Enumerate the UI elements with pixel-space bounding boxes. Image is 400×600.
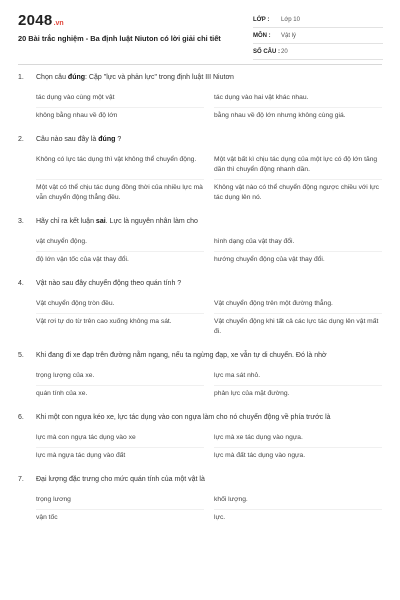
stem-text: : Cặp "lực và phản lực" trong định luật III Niutơn — [85, 74, 234, 81]
stem-text: Khi đang đi xe đạp trên đường nằm ngang, nếu ta ngừng đạp, xe vẫn tự di chuyển. Đó là nhờ — [36, 352, 327, 359]
answer-option[interactable]: độ lớn vận tốc của vật thay đổi. — [36, 256, 129, 263]
answer-options — [36, 152, 382, 207]
question-stem — [36, 351, 327, 361]
question-number: 4. — [18, 280, 24, 287]
answer-option[interactable]: bằng nhau về độ lớn nhưng không cùng giá. — [214, 112, 346, 119]
answer-option[interactable]: phản lực của mặt đường. — [214, 390, 290, 397]
question — [18, 413, 382, 465]
document-title: 20 Bài trắc nghiệm - Ba định luật Niuton có lời giải chi tiết — [18, 34, 221, 43]
question-stem — [36, 73, 234, 83]
answer-options — [36, 492, 382, 527]
answer-option[interactable]: quán tính của xe. — [36, 390, 88, 397]
question-stem — [36, 413, 331, 423]
answer-option[interactable]: lực mà đất tác dụng vào ngựa. — [214, 452, 306, 459]
question — [18, 351, 382, 403]
answer-option[interactable]: không bằng nhau về độ lớn — [36, 112, 118, 119]
question-stem — [36, 279, 181, 289]
header-divider — [18, 64, 382, 65]
answer-options — [36, 90, 382, 125]
question — [18, 279, 382, 341]
answer-option[interactable]: hình dạng của vật thay đổi. — [214, 234, 382, 252]
site-logo[interactable] — [18, 12, 64, 29]
stem-text: Đại lượng đặc trưng cho mức quán tính của một vật là — [36, 476, 205, 483]
stem-text: . Lực là nguyên nhân làm cho — [105, 218, 198, 225]
meta-row — [253, 28, 383, 44]
stem-emphasis: đúng — [98, 136, 116, 143]
answer-option[interactable]: Vật chuyển động trên một đường thẳng. — [214, 296, 382, 314]
answer-option[interactable]: Một vật bất kì chịu tác dụng của một lực có độ lớn tăng dần thì chuyển động nhanh dần. — [214, 152, 382, 180]
answer-option[interactable]: Một vật có thể chịu tác dụng đồng thời của nhiều lực mà vẫn chuyển động thẳng đều. — [36, 184, 203, 201]
question-stem — [36, 135, 121, 145]
answer-option[interactable]: Không có lực tác dụng thì vật không thể chuyển động. — [36, 152, 204, 180]
stem-emphasis: đúng — [67, 74, 86, 81]
question-stem — [36, 475, 205, 485]
question-header — [18, 413, 382, 423]
answer-options — [36, 430, 382, 465]
answer-option[interactable]: Không vật nào có thể chuyển động ngược chiều với lực tác dụng lên nó. — [214, 184, 379, 201]
stem-text: Chọn câu — [36, 74, 68, 81]
stem-text: Khi một con ngựa kéo xe, lực tác dụng vào con ngựa làm cho nó chuyển động về phía trước là — [36, 414, 331, 421]
answer-options — [36, 368, 382, 403]
question-stem — [36, 217, 198, 227]
answer-option[interactable]: lực mà ngựa tác dụng vào đất — [36, 452, 126, 459]
question-number: 6. — [18, 414, 24, 421]
meta-panel — [253, 12, 383, 60]
question-number: 7. — [18, 476, 24, 483]
question-number: 3. — [18, 218, 24, 225]
question-header — [18, 475, 382, 485]
stem-emphasis: sai — [95, 218, 106, 225]
meta-label: SỐ CÂU : — [253, 48, 280, 55]
question-header — [18, 135, 382, 145]
question — [18, 135, 382, 207]
answer-option[interactable]: khối lượng. — [214, 492, 382, 510]
answer-option[interactable]: trọng lượng của xe. — [36, 368, 204, 386]
stem-text: ? — [115, 136, 122, 143]
header — [0, 0, 400, 64]
meta-value: 20 — [281, 48, 288, 55]
answer-option[interactable]: lực ma sát nhỏ. — [214, 368, 382, 386]
question-header — [18, 217, 382, 227]
answer-option[interactable]: trọng lương — [36, 492, 204, 510]
answer-option[interactable]: lực. — [214, 514, 226, 521]
question-number: 2. — [18, 136, 24, 143]
meta-row — [253, 12, 383, 28]
answer-option[interactable]: vật chuyển động. — [36, 234, 204, 252]
meta-label: LỚP : — [253, 16, 270, 23]
answer-option[interactable]: tác dụng vào hai vật khác nhau. — [214, 90, 382, 108]
question — [18, 217, 382, 269]
question-list — [18, 73, 382, 537]
answer-option[interactable]: Vật rơi tự do từ trên cao xuống không ma sát. — [36, 318, 172, 325]
answer-option[interactable]: Vật chuyển động khi tất cả các lực tác dụng lên vật mất đi. — [214, 318, 379, 335]
answer-options — [36, 234, 382, 269]
meta-value: Vật lý — [281, 32, 297, 39]
meta-label: MÔN : — [253, 32, 271, 39]
stem-text: Câu nào sau đây là — [36, 136, 99, 143]
answer-option[interactable]: vận tốc — [36, 514, 58, 521]
question — [18, 73, 382, 125]
answer-option[interactable]: lực mà con ngựa tác dụng vào xe — [36, 430, 204, 448]
answer-option[interactable]: Vật chuyển động tròn đều. — [36, 296, 204, 314]
answer-option[interactable]: tác dụng vào cùng một vật — [36, 90, 204, 108]
question-header — [18, 279, 382, 289]
answer-options — [36, 296, 382, 341]
stem-text: Vật nào sau đây chuyển động theo quán tính ? — [36, 280, 182, 287]
question-header — [18, 351, 382, 361]
question-number: 1. — [18, 74, 24, 81]
meta-row — [253, 44, 383, 60]
answer-option[interactable]: lực mà xe tác dụng vào ngựa. — [214, 430, 382, 448]
logo-text: 2048 — [18, 12, 53, 29]
question-number: 5. — [18, 352, 24, 359]
question-header — [18, 73, 382, 83]
logo-suffix: .vn — [53, 20, 64, 27]
meta-value: Lớp 10 — [281, 16, 300, 23]
answer-option[interactable]: hướng chuyển động của vật thay đổi. — [214, 256, 325, 263]
stem-text: Hãy chỉ ra kết luận — [36, 218, 96, 225]
question — [18, 475, 382, 527]
